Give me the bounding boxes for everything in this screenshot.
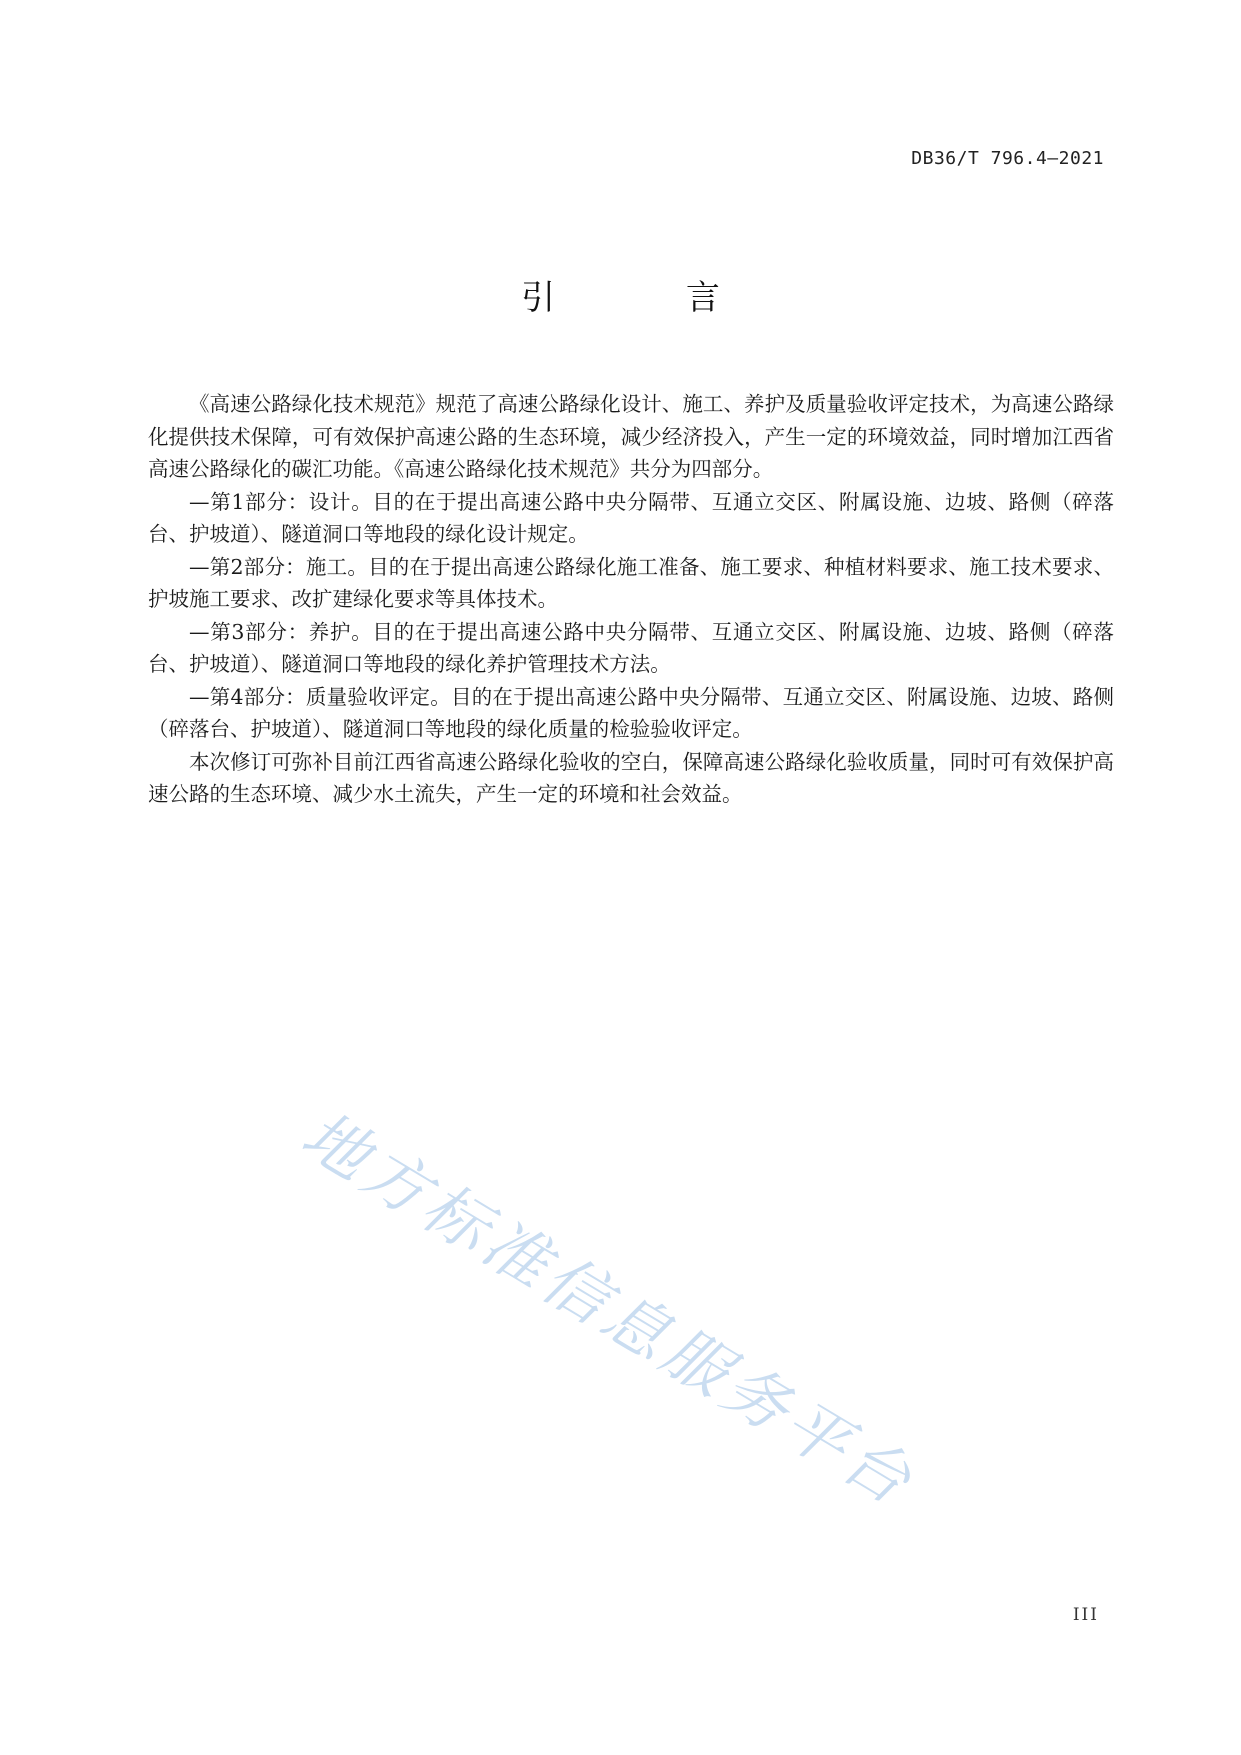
- watermark: 地方标准信息服务平台: [289, 1097, 928, 1522]
- page-title: 引 言: [521, 278, 780, 318]
- introduction-body: [148, 388, 1114, 811]
- paragraph: —第4部分：质量验收评定。目的在于提出高速公路中央分隔带、互通立交区、附属设施、边坡、路侧（碎落台、护坡道）、隧道洞口等地段的绿化质量的检验验收评定。: [148, 684, 1114, 741]
- paragraph: —第2部分：施工。目的在于提出高速公路绿化施工准备、施工要求、种植材料要求、施工技术要求、护坡施工要求、改扩建绿化要求等具体技术。: [148, 554, 1114, 611]
- paragraph: —第3部分：养护。目的在于提出高速公路中央分隔带、互通立交区、附属设施、边坡、路侧（碎落台、护坡道）、隧道洞口等地段的绿化养护管理技术方法。: [148, 619, 1114, 676]
- paragraph: 《高速公路绿化技术规范》规范了高速公路绿化设计、施工、养护及质量验收评定技术，为高速公路绿化提供技术保障，可有效保护高速公路的生态环境，减少经济投入，产生一定的环境效益，同时增加江西省高速公路绿化的碳汇功能。《高速公路绿化技术规范》共分为四部分。: [148, 392, 1114, 481]
- page-number: III: [1072, 1605, 1099, 1625]
- paragraph: 本次修订可弥补目前江西省高速公路绿化验收的空白，保障高速公路绿化验收质量，同时可有效保护高速公路的生态环境、减少水土流失，产生一定的环境和社会效益。: [148, 749, 1114, 806]
- document-id: DB36/T 796.4—2021: [911, 148, 1104, 169]
- paragraph: —第1部分：设计。目的在于提出高速公路中央分隔带、互通立交区、附属设施、边坡、路侧（碎落台、护坡道）、隧道洞口等地段的绿化设计规定。: [148, 489, 1114, 546]
